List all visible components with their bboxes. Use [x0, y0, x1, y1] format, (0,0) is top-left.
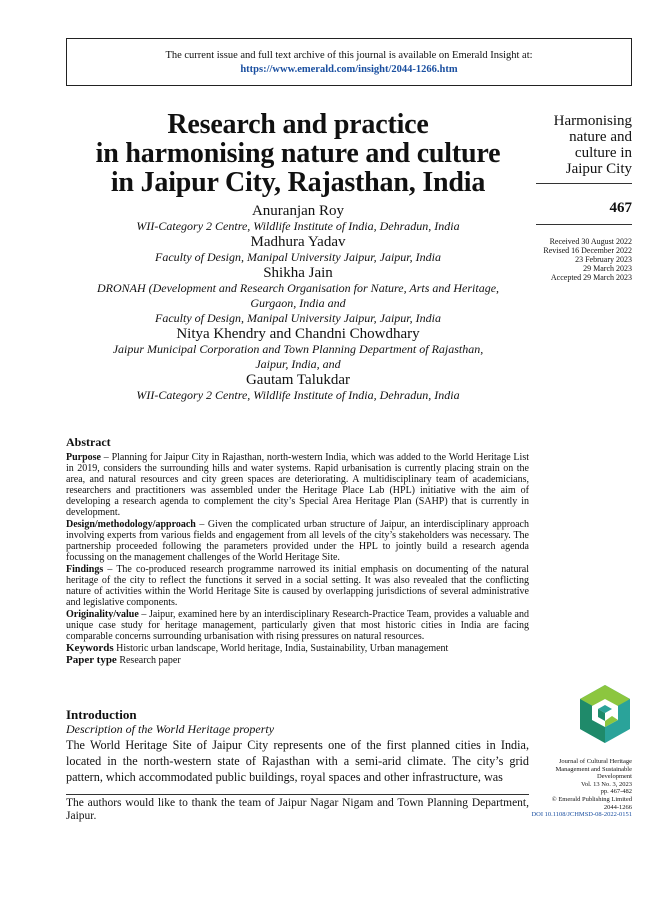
page-number: 467 — [609, 200, 632, 216]
journal-info-line: © Emerald Publishing Limited — [551, 795, 632, 803]
label: Originality/value — [66, 609, 139, 620]
author-affiliation: WII-Category 2 Centre, Wildlife Institute of India, Dehradun, India — [136, 388, 460, 402]
abstract-originality — [66, 609, 529, 642]
abstract-design — [66, 519, 529, 563]
running-title-line: Jaipur City — [565, 161, 632, 177]
running-title — [520, 113, 632, 177]
subsection-heading: Description of the World Heritage property — [66, 722, 275, 736]
history-date: Accepted 29 March 2023 — [550, 273, 632, 282]
journal-info-line: 2044-1266 — [603, 803, 632, 811]
running-title-line: culture in — [574, 145, 632, 161]
running-title-line: Harmonising — [553, 113, 632, 129]
author-affiliation: Jaipur Municipal Corporation and Town Planning Department of Rajasthan, — [112, 342, 484, 356]
text: – Jaipur, examined here by an interdisciplinary Research-Practice Team, provides a valuable and unique case study for heritage management, particularly given that most historic cities in India are facing comparable concerns surrounding urbanisation with rising pressures on natural resources. — [66, 609, 529, 642]
text: – The co-produced research programme narrowed its initial emphasis on documenting of the natural heritage of the city to reflect the functions it served in a social setting. It was also revealed that the conflicting nature of activities within the World Heritage Site is caused by overlapping jurisdictions of several administrative and legislative components. — [66, 564, 529, 608]
footnote-divider — [66, 794, 529, 795]
running-title-line: nature and — [569, 129, 632, 145]
history-date: Revised 16 December 2022 — [543, 246, 632, 255]
history-date: 23 February 2023 — [575, 255, 632, 264]
history-date: 29 March 2023 — [583, 264, 632, 273]
journal-logo-icon — [578, 683, 632, 745]
article-history — [520, 237, 632, 282]
journal-info-line: pp. 467-482 — [600, 788, 632, 796]
author-list — [60, 203, 536, 403]
article-title — [60, 110, 536, 197]
introduction-section — [66, 707, 529, 785]
history-date: Received 30 August 2022 — [549, 237, 632, 246]
journal-info-line: Management and Sustainable — [555, 765, 632, 773]
author-affiliation: Faculty of Design, Manipal University Jaipur, Jaipur, India — [155, 250, 441, 264]
abstract-purpose — [66, 452, 529, 518]
journal-notice-box — [66, 38, 632, 86]
author-affiliation: DRONAH (Development and Research Organisation for Nature, Arts and Heritage, — [96, 281, 500, 295]
title-line: in harmonising nature and culture — [95, 138, 501, 169]
text: – Given the complicated urban structure of Jaipur, an interdisciplinary approach involving experts from various fields and engagement from all levels of the city’s stakeholders was necessary. The partnership proceeded following the parameters provided under the HPL to jointly build a research agenda focussing on the management challenges of the World Heritage Site. — [66, 519, 529, 563]
text: Research paper — [116, 655, 181, 666]
title-line: Research and practice — [167, 109, 429, 140]
author-name: Shikha Jain — [263, 265, 333, 281]
notice-text: The current issue and full text archive of this journal is available on Emerald Insight at: — [165, 50, 533, 61]
author-name: Anuranjan Roy — [251, 203, 345, 219]
author-affiliation: Faculty of Design, Manipal University Jaipur, Jaipur, India — [155, 311, 441, 325]
title-line: in Jaipur City, Rajasthan, India — [110, 167, 486, 198]
text: Historic urban landscape, World heritage, India, Sustainability, Urban management — [113, 643, 449, 654]
journal-info — [520, 758, 632, 819]
label: Paper type — [66, 654, 117, 666]
doi-link[interactable]: DOI 10.1108/JCHMSD-08-2022-0151 — [531, 811, 632, 819]
abstract-heading: Abstract — [66, 435, 111, 449]
paper-type — [66, 655, 529, 666]
author-affiliation: Gurgaon, India and — [250, 296, 346, 310]
divider — [536, 224, 632, 225]
label: Keywords — [66, 642, 114, 654]
author-affiliation: WII-Category 2 Centre, Wildlife Institute of India, Dehradun, India — [136, 219, 460, 233]
section-heading: Introduction — [66, 707, 137, 722]
author-name: Gautam Talukdar — [245, 372, 351, 388]
keywords — [66, 643, 529, 654]
divider — [536, 183, 632, 184]
journal-info-line: Vol. 13 No. 3, 2023 — [581, 780, 632, 788]
abstract-section — [66, 437, 529, 667]
journal-url-link[interactable]: https://www.emerald.com/insight/2044-1266.htm — [240, 64, 458, 75]
author-name: Madhura Yadav — [250, 234, 346, 250]
acknowledgement-footnote: The authors would like to thank the team of Jaipur Nagar Nigam and Town Planning Department, Jaipur. — [66, 797, 529, 822]
label: Design/methodology/approach — [66, 519, 196, 530]
body-paragraph: The World Heritage Site of Jaipur City represents one of the first planned cities in India, located in the north-western state of Rajasthan with a semi-arid climate. The city’s grid pattern, which accommodated public buildings, royal spaces and other infrastructure, was — [66, 738, 529, 784]
journal-info-line: Journal of Cultural Heritage — [558, 758, 632, 765]
author-name: Nitya Khendry and Chandni Chowdhary — [176, 326, 420, 342]
label: Findings — [66, 564, 104, 575]
journal-info-line: Development — [596, 773, 632, 781]
label: Purpose — [66, 452, 101, 463]
abstract-findings — [66, 564, 529, 608]
author-affiliation: Jaipur, India, and — [255, 357, 341, 371]
text: – Planning for Jaipur City in Rajasthan, north-western India, which was added to the World Heritage List in 2019, considers the surrounding hills and water systems. Rapid urbanisation is currently placing strain on the area, and natural resources and city green spaces are deteriorating. A multidisciplinary team of academicians, researchers and practitioners was assembled under the Heritage Place Lab (HPL) initiative with the aim of developing a research agenda to complement the city’s Special Area Heritage Plan (SAHP) that is currently in development. — [66, 452, 529, 518]
